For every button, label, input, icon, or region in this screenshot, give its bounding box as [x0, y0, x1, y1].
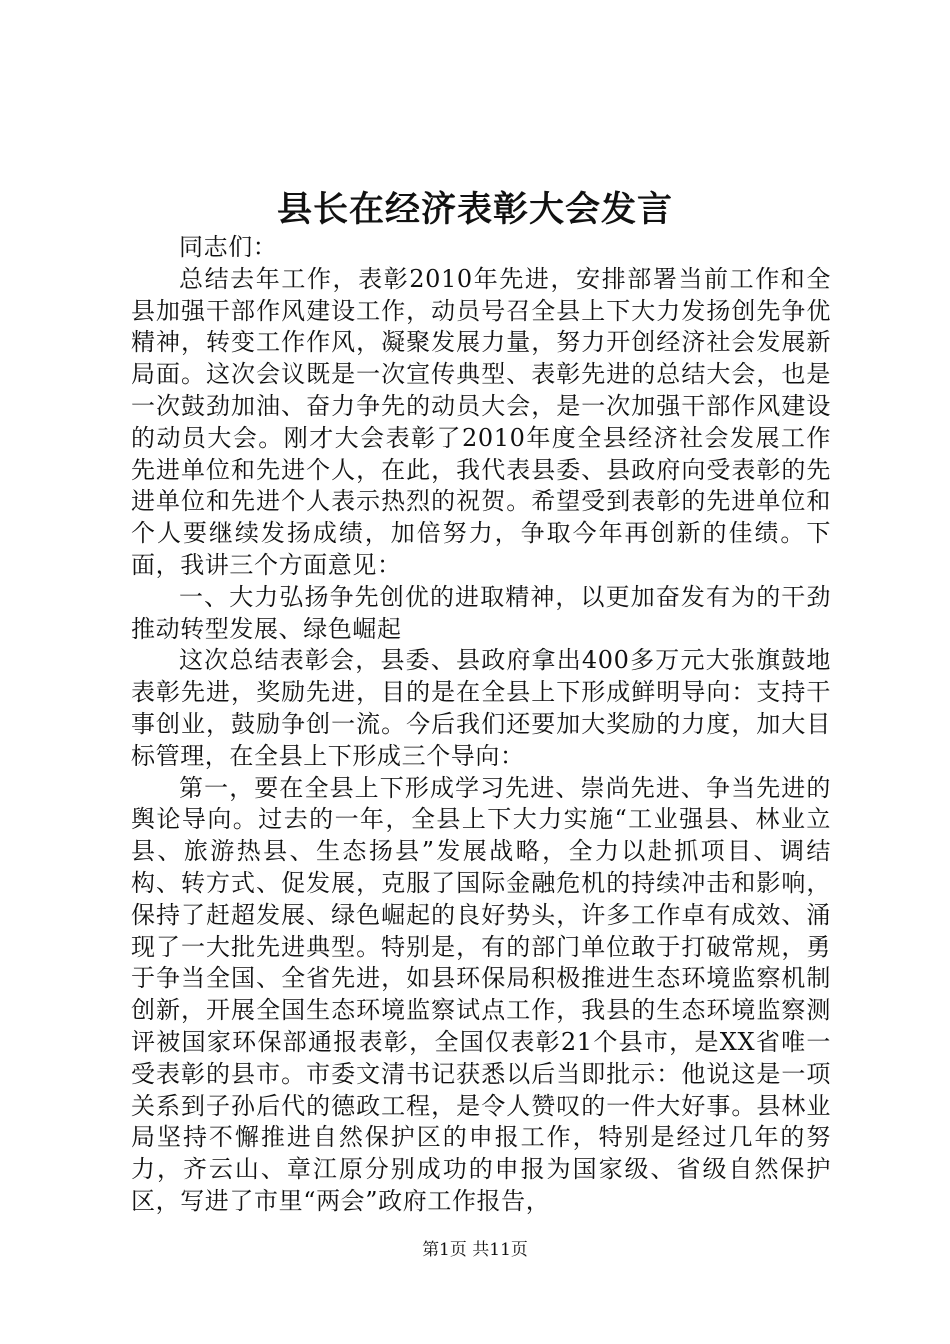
body-paragraph: 这次总结表彰会，县委、县政府拿出400多万元大张旗鼓地表彰先进，奖励先进，目的是在全县上下形成鲜明导向：支持干事创业，鼓励争创一流。今后我们还要加大奖励的力度，加大目标管理，在全县上下形成三个导向：	[131, 646, 831, 770]
document-body	[131, 232, 831, 1218]
salutation-paragraph: 同志们：	[179, 233, 278, 261]
body-paragraph: 第一，要在全县上下形成学习先进、崇尚先进、争当先进的舆论导向。过去的一年，全县上下大力实施“工业强县、林业立县、旅游热县、生态扬县”发展战略，全力以赴抓项目、调结构、转方式、促发展，克服了国际金融危机的持续冲击和影响，保持了赶超发展、绿色崛起的良好势头，许多工作卓有成效、涌现了一大批先进典型。特别是，有的部门单位敢于打破常规，勇于争当全国、全省先进，如县环保局积极推进生态环境监察机制创新，开展全国生态环境监察试点工作，我县的生态环境监察测评被国家环保部通报表彰，全国仅表彰21个县市，是XX省唯一受表彰的县市。市委文清书记获悉以后当即批示：他说这是一项关系到子孙后代的德政工程，是令人赞叹的一件大好事。县林业局坚持不懈推进自然保护区的申报工作，特别是经过几年的努力，齐云山、章江原分别成功的申报为国家级、省级自然保护区，写进了市里“两会”政府工作报告，	[131, 773, 831, 1215]
page-footer: 第1页 共11页	[422, 1240, 528, 1260]
document-title: 县长在经济表彰大会发言	[276, 189, 673, 230]
body-paragraph: 总结去年工作，表彰2010年先进，安排部署当前工作和全县加强干部作风建设工作，动员号召全县上下大力发扬创先争优精神，转变工作作风，凝聚发展力量，努力开创经济社会发展新局面。这次会议既是一次宣传典型、表彰先进的总结大会，也是一次鼓劲加油、奋力争先的动员大会，是一次加强干部作风建设的动员大会。刚才大会表彰了2010年度全县经济社会发展工作先进单位和先进个人，在此，我代表县委、县政府向受表彰的先进单位和先进个人表示热烈的祝贺。希望受到表彰的先进单位和个人要继续发扬成绩，加倍努力，争取今年再创新的佳绩。下面，我讲三个方面意见：	[131, 264, 831, 579]
section-heading-paragraph: 一、大力弘扬争先创优的进取精神，以更加奋发有为的干劲推动转型发展、绿色崛起	[131, 582, 831, 643]
